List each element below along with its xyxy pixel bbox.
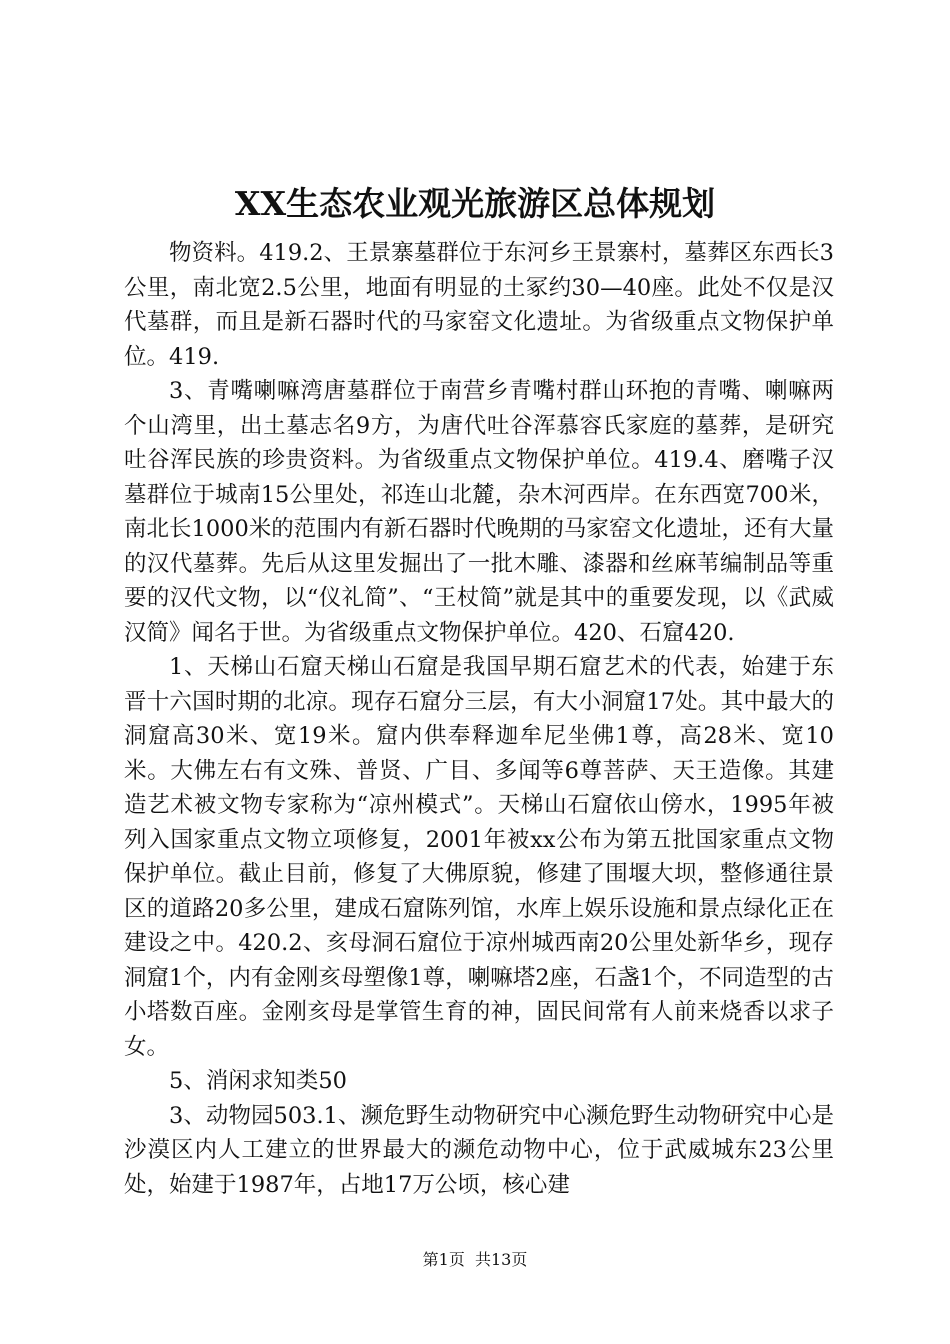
- page-number: 第1页 共13页: [422, 1250, 528, 1269]
- document-body: [124, 236, 834, 1202]
- paragraph: 物资料。419.2、王景寨墓群位于东河乡王景寨村，墓葬区东西长3公里，南北宽2.5公里，地面有明显的土冢约30—40座。此处不仅是汉代墓群，而且是新石器时代的马家窑文化遗址。为省级重点文物保护单位。419.: [124, 240, 834, 370]
- paragraph: 5、消闲求知类50: [169, 1068, 347, 1094]
- page-footer: [0, 1249, 950, 1271]
- paragraph: 3、动物园503.1、濒危野生动物研究中心濒危野生动物研究中心是沙漠区内人工建立的世界最大的濒危动物中心，位于武威城东23公里处，始建于1987年，占地17万公顷，核心建: [124, 1102, 834, 1198]
- paragraph: 3、青嘴喇嘛湾唐墓群位于南营乡青嘴村群山环抱的青嘴、喇嘛两个山湾里，出土墓志名9方，为唐代吐谷浑慕容氏家庭的墓葬，是研究吐谷浑民族的珍贵资料。为省级重点文物保护单位。419.4、磨嘴子汉墓群位于城南15公里处，祁连山北麓，杂木河西岸。在东西宽700米，南北长1000米的范围内有新石器时代晚期的马家窑文化遗址，还有大量的汉代墓葬。先后从这里发掘出了一批木雕、漆器和丝麻苇编制品等重要的汉代文物，以“仪礼简”、“王杖简”就是其中的重要发现，以《武威汉简》闻名于世。为省级重点文物保护单位。420、石窟420.: [124, 378, 834, 646]
- document-title: XX生态农业观光旅游区总体规划: [234, 184, 716, 223]
- paragraph: 1、天梯山石窟天梯山石窟是我国早期石窟艺术的代表，始建于东晋十六国时期的北凉。现存石窟分三层，有大小洞窟17处。其中最大的洞窟高30米、宽19米。窟内供奉释迦牟尼坐佛1尊，高28米、宽10米。大佛左右有文殊、普贤、广目、多闻等6尊菩萨、天王造像。其建造艺术被文物专家称为“凉州模式”。天梯山石窟依山傍水，1995年被列入国家重点文物立项修复，2001年被xx公布为第五批国家重点文物保护单位。截止目前，修复了大佛原貌，修建了围堰大坝，整修通往景区的道路20多公里，建成石窟陈列馆，水库上娱乐设施和景点绿化正在建设之中。420.2、亥母洞石窟位于凉州城西南20公里处新华乡，现存洞窟1个，内有金刚亥母塑像1尊，喇嘛塔2座，石盏1个，不同造型的古小塔数百座。金刚亥母是掌管生育的神，固民间常有人前来烧香以求子女。: [124, 654, 834, 1060]
